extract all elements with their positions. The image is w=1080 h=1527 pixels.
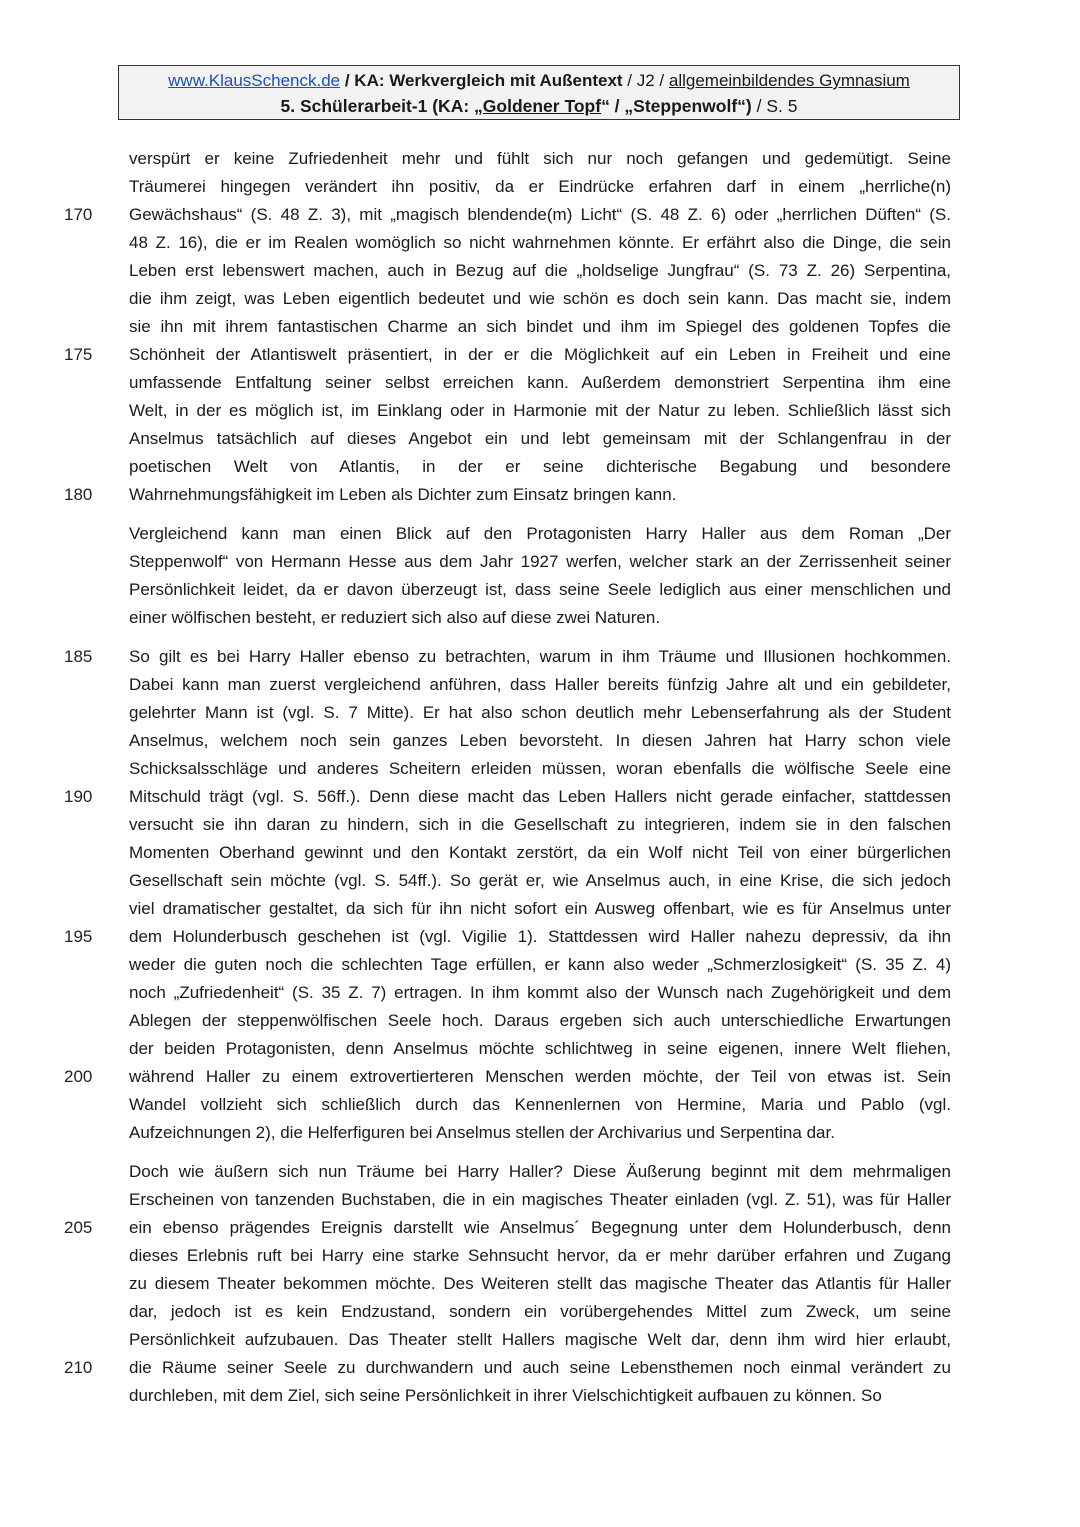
text-line: Schicksalsschläge und anderes Scheitern erleiden müssen, woran ebenfalls die wölfische Seele eine [129,759,951,778]
header-work-title: Goldener Topf [482,96,602,116]
text-line: Welt, in der es möglich ist, im Einklang oder in Harmonie mit der Natur zu leben. Schließlich lässt sich [129,401,951,420]
text-line: Gewächshaus“ (S. 48 Z. 3), mit „magisch blendende(m) Licht“ (S. 48 Z. 6) oder „herrlichen Düften“ (S. [129,205,951,224]
text-line: Schönheit der Atlantiswelt präsentiert, in der er die Möglichkeit auf ein Leben in Freiheit und eine [129,345,951,364]
text-line: Träumerei hingegen verändert ihn positiv, da er Eindrücke erfahren darf in einem „herrliche(n) [129,177,951,196]
text-line: Doch wie äußern sich nun Träume bei Harry Haller? Diese Äußerung beginnt mit dem mehrmaligen [129,1162,951,1181]
paragraph [129,145,951,509]
line-number: 200 [64,1067,93,1086]
text-line: Aufzeichnungen 2), die Helferfiguren bei Anselmus stellen der Archivarius und Serpentina dar. [129,1123,835,1142]
line-number: 195 [64,927,93,946]
text-line: Mitschuld trägt (vgl. S. 56ff.). Denn diese macht das Leben Hallers nicht gerade einfacher, stattdessen [129,787,951,806]
line-number: 185 [64,647,93,666]
text-line: Wahrnehmungsfähigkeit im Leben als Dichter zum Einsatz bringen kann. [129,485,677,504]
school-type-link[interactable]: allgemeinbildendes Gymnasium [668,71,910,90]
text-line: ein ebenso prägendes Ereignis darstellt wie Anselmus´ Begegnung unter dem Holunderbusch, denn [129,1218,951,1237]
header-line-2 [119,94,959,118]
text-line: die Räume seiner Seele zu durchwandern und auch seine Lebensthemen noch einmal verändert zu [129,1358,951,1377]
line-number: 205 [64,1218,93,1237]
text-line: Anselmus, welchem noch sein ganzes Leben bevorsteht. In diesen Jahren hat Harry schon viele [129,731,951,750]
text-line: So gilt es bei Harry Haller ebenso zu betrachten, warum in ihm Träume und Illusionen hochkommen. [129,647,951,666]
text-line: Wandel vollzieht sich schließlich durch das Kennenlernen von Hermine, Maria und Pablo (vgl. [129,1095,951,1114]
text-line: zu diesem Theater bekommen möchte. Des Weiteren stellt das magische Theater das Atlantis für Haller [129,1274,951,1293]
text-line: Persönlichkeit aufzubauen. Das Theater stellt Hallers magische Welt dar, denn ihm wird hier erlaubt, [129,1330,951,1349]
line-number: 190 [64,787,93,806]
text-line: Gesellschaft sein möchte (vgl. S. 54ff.). So gerät er, wie Anselmus auch, in eine Krise, die sich jedoch [129,871,951,890]
paragraph [129,1158,951,1410]
header-sep-2: / J2 / [622,71,669,90]
text-line: Erscheinen von tanzenden Buchstaben, die in ein magisches Theater einladen (vgl. Z. 51), was für Haller [129,1190,951,1209]
text-line: Dabei kann man zuerst vergleichend anführen, dass Haller bereits fünfzig Jahre alt und ein gebildeter, [129,675,951,694]
page-number: / S. 5 [751,96,798,116]
text-line: poetischen Welt von Atlantis, in der er seine dichterische Begabung und besondere [129,457,951,476]
text-line: dieses Erlebnis ruft bei Harry eine starke Sehnsucht hervor, da er mehr darüber erfahren und Zugang [129,1246,951,1265]
header-sep-1: / [340,71,355,90]
text-line: sie ihn mit ihrem fantastischen Charme an sich bindet und ihm im Spiegel des goldenen Topfes die [129,317,951,336]
text-line: durchleben, mit dem Ziel, sich seine Persönlichkeit in ihrer Vielschichtigkeit aufbauen zu können. So [129,1386,882,1405]
text-line: während Haller zu einem extrovertierteren Menschen werden möchte, der Teil von etwas ist. Sein [129,1067,951,1086]
line-number: 175 [64,345,93,364]
text-line: Persönlichkeit leidet, da er davon überzeugt ist, dass seine Seele lediglich aus einer menschlichen und [129,580,951,599]
text-line: einer wölfischen besteht, er reduziert sich also auf diese zwei Naturen. [129,608,661,627]
text-line: versucht sie ihn daran zu hindern, sich in die Gesellschaft zu integrieren, indem sie in den falschen [129,815,951,834]
text-line: 48 Z. 16), die er im Realen womöglich so nicht wahrnehmen könnte. Er erfährt also die Dinge, die sein [129,233,951,252]
header-title-start: 5. Schülerarbeit-1 (KA: „ [280,96,483,116]
text-line: Momenten Oberhand gewinnt und den Kontakt zerstört, da ein Wolf nicht Teil von einer bürgerlichen [129,843,951,862]
line-number: 180 [64,485,93,504]
text-line: dar, jedoch ist es kein Endzustand, sondern ein vorübergehendes Mittel zum Zweck, um seine [129,1302,951,1321]
line-number: 170 [64,205,93,224]
text-line: gelehrter Mann ist (vgl. S. 7 Mitte). Er hat also schon deutlich mehr Lebenserfahrung als der Student [129,703,951,722]
text-line: dem Holunderbusch geschehen ist (vgl. Vigilie 1). Stattdessen wird Haller nahezu depressiv, da ihn [129,927,951,946]
text-line: Ablegen der steppenwölfischen Seele hoch. Daraus ergeben sich auch unterschiedliche Erwartungen [129,1011,951,1030]
text-line: umfassende Entfaltung seiner selbst erreichen kann. Außerdem demonstriert Serpentina ihm eine [129,373,951,392]
paragraph [129,520,951,632]
line-number: 210 [64,1358,93,1377]
ka-label: KA: Werkvergleich mit Außentext [354,71,623,90]
text-line: viel dramatischer gestaltet, da sich für ihn nicht sofort ein Ausweg offenbart, wie es für Anselmus unter [129,899,951,918]
text-line: Vergleichend kann man einen Blick auf den Protagonisten Harry Haller aus dem Roman „Der [129,524,951,543]
text-line: Anselmus tatsächlich auf dieses Angebot ein und lebt gemeinsam mit der Schlangenfrau in der [129,429,951,448]
paragraph [129,643,951,1147]
text-line: der beiden Protagonisten, denn Anselmus möchte schlichtweg in seine eigenen, innere Welt fliehen, [129,1039,951,1058]
site-link[interactable]: www.KlausSchenck.de [168,71,341,90]
text-line: Steppenwolf“ von Hermann Hesse aus dem Jahr 1927 werfen, welcher stark an der Zerrissenheit seiner [129,552,951,571]
header-line-1 [119,68,959,94]
text-line: Leben erst lebenswert machen, auch in Bezug auf die „holdselige Jungfrau“ (S. 73 Z. 26) Serpentina, [129,261,951,280]
essay-body [129,145,951,1421]
header-title-mid: “ / „Steppenwolf“) [601,96,752,116]
text-line: noch „Zufriedenheit“ (S. 35 Z. 7) ertragen. In ihm kommt also der Wunsch nach Zugehörigkeit und dem [129,983,951,1002]
text-line: die ihm zeigt, was Leben eigentlich bedeutet und wie schön es doch sein kann. Das macht sie, indem [129,289,951,308]
text-line: verspürt er keine Zufriedenheit mehr und fühlt sich nur noch gefangen und gedemütigt. Seine [129,149,951,168]
page-header [118,65,960,120]
text-line: weder die guten noch die schlechten Tage erfüllen, er kann also weder „Schmerzlosigkeit“ (S. 35 Z. 4) [129,955,951,974]
